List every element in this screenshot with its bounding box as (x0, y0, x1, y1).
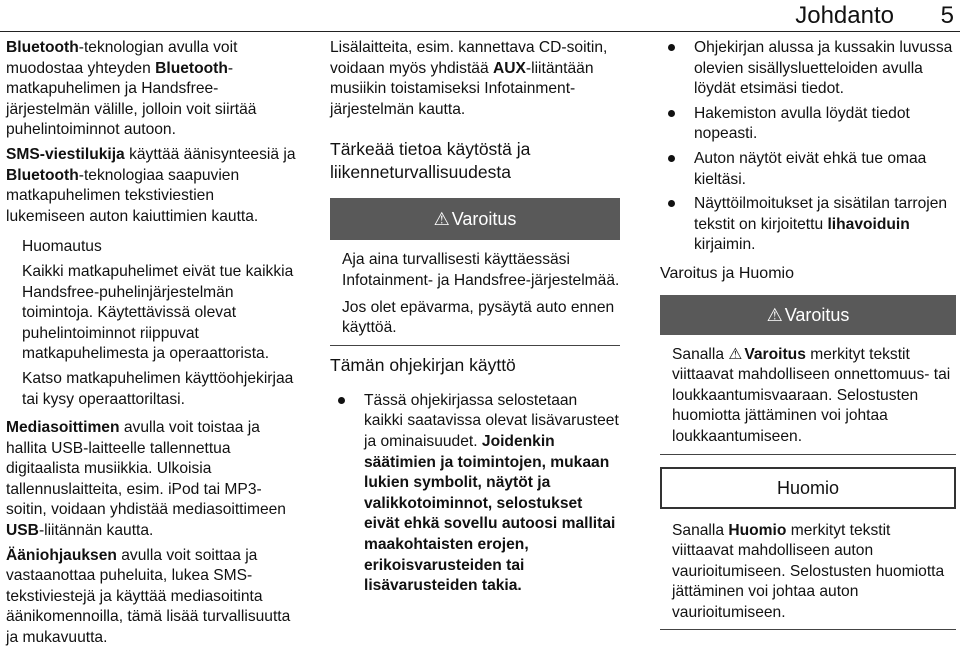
warning-triangle-icon: ⚠ (433, 209, 450, 230)
page-header (0, 0, 960, 32)
warning-text-2: Jos olet epävarma, pysäytä auto ennen käyttöä. (342, 298, 615, 337)
bold-term: Bluetooth (6, 39, 79, 56)
text: avulla voit soittaa ja vastaanottaa puheluita, lukea SMS-tekstiviestejä ja käyttää mediasoitinta äänikomennoilla, tämä lisää turvallisuutta ja mukavuutta. (6, 546, 291, 647)
sms-paragraph (6, 145, 296, 227)
list-item (660, 38, 956, 100)
bullet-icon (338, 397, 345, 404)
text: merkityt tekstit viittaavat mahdolliseen onnettomuus- tai loukkaantumisvaaraan. Selostusten huomiotta jättäminen voi johtaa loukkaantumiseen. (672, 345, 951, 445)
warning-bar (660, 295, 956, 335)
warning-explanation (660, 345, 956, 448)
notice-explanation (660, 521, 956, 624)
text: -liitäntään musiikin toistamiseksi Infotainment-järjestelmän kautta. (330, 59, 594, 118)
bold-term: USB (6, 522, 39, 540)
bold-text: lihavoiduin (827, 215, 910, 233)
text: merkityt tekstit viittaavat mahdolliseen auton vaurioitumiseen. Selostusten huomiotta jättäminen voi johtaa auton vaurioitumiseen. (672, 521, 945, 621)
bold-term: SMS-viestilukija (6, 145, 125, 163)
text: Auton näytöt eivät ehkä tue omaa kieltäsi. (694, 149, 927, 188)
column-1 (6, 38, 296, 653)
bold-term: Bluetooth (6, 166, 79, 184)
notice-explanation-text (672, 521, 956, 624)
bold-term: Huomio (728, 521, 787, 539)
list-item (660, 149, 956, 190)
note-text-2: Katso matkapuhelimen käyttöohjekirjaa tai kysy operaattoriltasi. (22, 369, 294, 408)
bullet-list (660, 38, 956, 256)
bold-term: Ääniohjauksen (6, 546, 117, 564)
list-item (660, 194, 956, 256)
warning-explanation-text (672, 345, 956, 448)
text: käyttää äänisynteesiä ja (124, 145, 296, 163)
warning-label: Varoitus (784, 304, 850, 325)
text: -teknologiaa saapuvien matkapuhelimen tekstiviestien lukemiseen auton kaiuttimien kautta. (6, 166, 259, 225)
bold-term: Bluetooth (155, 59, 228, 77)
note-text-1: Kaikki matkapuhelimet eivät tue kaikkia Handsfree-puhelinjärjestelmän toimintoja. Käytettävissä olevat puhelintoiminnot riippuvat matkapuhelimesta ja operaattorista. (22, 262, 294, 363)
bullet-icon (668, 110, 675, 117)
bullet-icon (668, 155, 675, 162)
voice-control-paragraph (6, 546, 296, 649)
page-number: 5 (940, 2, 954, 29)
warning-end-rule (330, 345, 620, 346)
text: Sanalla (672, 345, 729, 363)
text: kirjaimin. (694, 236, 756, 254)
text: Lisälaitteita, esim. kannettava CD-soitin, voidaan myös yhdistää (330, 39, 608, 77)
text: Sanalla (672, 521, 729, 539)
chapter-title: Johdanto (795, 2, 894, 29)
warning-triangle-icon: ⚠ (728, 345, 743, 363)
warning-text (330, 250, 620, 338)
text: Ohjekirjan alussa ja kussakin luvussa olevien sisällysluetteloiden avulla löydät etsimäsi tiedot. (694, 39, 953, 98)
note-block (22, 237, 296, 410)
section-heading-safety: Tärkeää tietoa käytöstä ja liikenneturvallisuudesta (330, 139, 531, 183)
text: Näyttöilmoitukset ja sisätilan tarrojen tekstit on kirjoitettu (694, 195, 948, 233)
text: Tässä ohjekirjassa selostetaan kaikki saatavissa olevat lisävarusteet ja ominaisuudet. (364, 391, 619, 450)
media-player-paragraph (6, 418, 296, 542)
bold-text: Joidenkin säätimien ja toimintojen, mukaan lukien symbolit, näytöt ja valikkotoiminnot, selostukset eivät ehkä sovellu autoosi mallitai maakohtaisten erojen, erikoisvarusteiden tai lisävarusteiden takia. (364, 432, 616, 595)
aux-paragraph (330, 38, 620, 120)
notice-box: Huomio (660, 467, 956, 509)
text: -matkapuhelimen ja Handsfree-järjestelmän välille, jolloin voit siirtää puhelintoiminnot autoon. (6, 59, 257, 139)
list-item (330, 391, 620, 597)
bullet-icon (668, 44, 675, 51)
bluetooth-paragraph (6, 38, 296, 141)
text: -teknologian avulla voit muodostaa yhteyden (6, 39, 238, 77)
bullet-list (330, 391, 620, 597)
warning-bar (330, 198, 620, 240)
list-item (660, 104, 956, 145)
notice-end-rule (660, 629, 956, 630)
column-2 (330, 38, 620, 601)
bold-term: Mediasoittimen (6, 419, 120, 437)
column-3 (660, 38, 956, 638)
warning-text-1: Aja aina turvallisesti käyttäessäsi Infotainment- ja Handsfree-järjestelmää. (342, 251, 620, 289)
text: -liitännän kautta. (38, 522, 154, 540)
warning-end-rule (660, 454, 956, 455)
bold-term: Varoitus (744, 345, 806, 363)
section-heading-warning-notice: Varoitus ja Huomio (660, 264, 794, 282)
text: Hakemiston avulla löydät tiedot nopeasti. (694, 104, 910, 143)
warning-triangle-icon: ⚠ (766, 304, 783, 325)
text: avulla voit toistaa ja hallita USB-laitteelle tallennettua digitaalista musiikkia. Ulkoisia tallennuslaitteita, esim. iPod tai MP3-soitin, voidaan yhdistää mediasoittimeen (6, 419, 286, 519)
warning-label: Varoitus (451, 209, 517, 230)
note-heading: Huomautus (22, 238, 102, 256)
bullet-icon (668, 200, 675, 207)
section-heading-manual-use: Tämän ohjekirjan käyttö (330, 354, 516, 375)
bold-term: AUX (492, 59, 526, 77)
header-rule (0, 31, 960, 32)
